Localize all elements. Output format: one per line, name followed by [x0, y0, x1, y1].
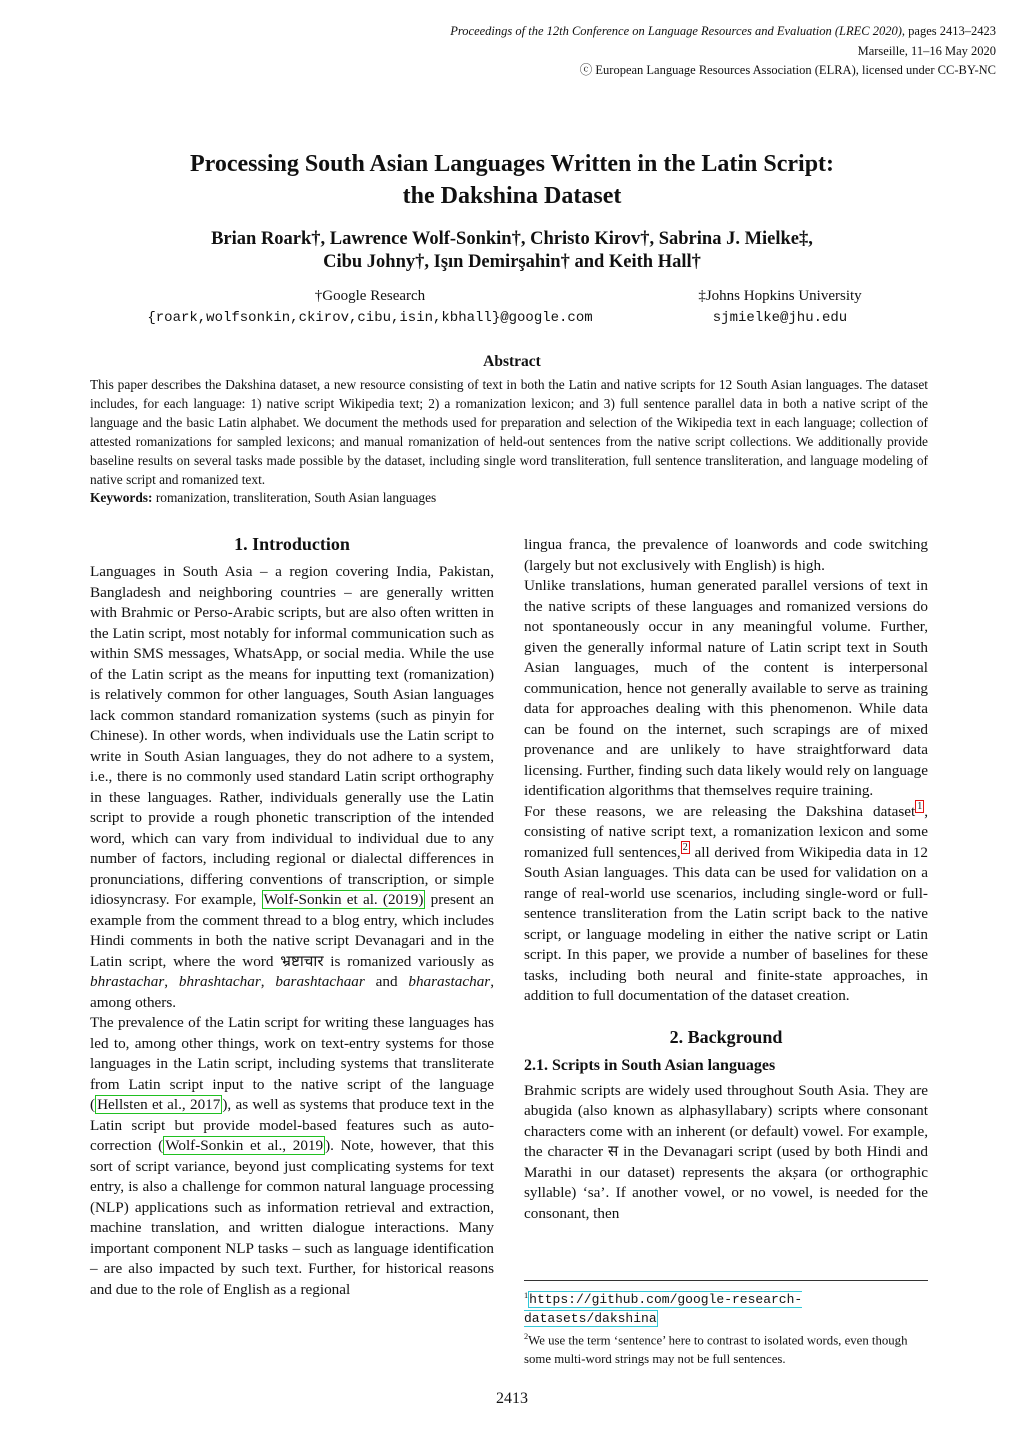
text-run: all derived from Wikipedia data in 12 South Asian languages. This data can be used for validation on a range of real-world use scenarios, including single-word or full-sentence transliteration from the Latin script back to the native script, or language modeling in either the native script or Latin script. In this paper, we provide a number of baselines for these tasks, including both neural and finite-state approaches, in addition to full documentation of the dataset creation. [524, 843, 928, 1004]
text-run: ara (or orthographic syllable) ‘sa’. If another vowel, or no vowel, is needed for the consonant, then [524, 1163, 928, 1222]
affiliation-jhu-name: ‡Johns Hopkins University [698, 288, 862, 304]
text-run: present an example from the comment thread to a blog entry, which includes Hindi comments in both the native script Devanagari and in the Latin script, where the word भ्रष्टाचार is romanized variously as [90, 891, 494, 970]
romanization-example: barashtachaar [275, 973, 365, 990]
text-run: Brahmic scripts are widely used throughout South Asia. They are abugida (also known as alphasyllabary) scripts where consonant characters come with an inherent (or default) vowel. For example, the character स in the Devanagari script (used by both Hindi and Marathi in our dataset) represents the ak [524, 1081, 928, 1181]
paragraph-brahmic [524, 1081, 928, 1225]
abstract-heading: Abstract [483, 353, 541, 370]
footnotes [524, 1280, 928, 1368]
keywords-list: romanization, transliteration, South Asian languages [152, 490, 437, 505]
keywords [90, 488, 928, 507]
header-line-2: Marseille, 11–16 May 2020 [857, 43, 996, 58]
authors-line-1: Brian Roark†, Lawrence Wolf-Sonkin†, Christo Kirov†, Sabrina J. Mielke‡, [211, 229, 813, 249]
text-run: ṣ [792, 1163, 799, 1181]
paper-title [0, 148, 1024, 212]
title-line-1: Processing South Asian Languages Written in the Latin Script: [189, 151, 835, 177]
paragraph-lingua-franca: lingua franca, the prevalence of loanwords and code switching (largely but not exclusively with English) is high. [524, 536, 928, 574]
romanization-example: bhrastachar [90, 973, 165, 990]
proceedings-header [450, 22, 996, 81]
text-run: , consisting of native script text, a romanization lexicon and some romanized full sentences, [524, 802, 928, 861]
section-heading-introduction: 1. Introduction [234, 534, 350, 554]
paragraph-release [524, 802, 928, 1007]
text-run: , [260, 973, 276, 990]
header-line-1 [450, 22, 996, 42]
left-column [90, 532, 494, 1300]
page-range: , pages 2413–2423 [901, 24, 996, 38]
affiliation-google [120, 285, 620, 329]
intro-paragraph-1 [90, 562, 494, 1013]
affiliation-jhu [660, 285, 900, 329]
text-run: ). Note, however, that this sort of script variance, beyond just complicating systems for text entry, is also a challenge for common natural language processing (NLP) applications such as information retrieval and extraction, machine translation, and written dialogue interactions. Many important component NLP tasks – such as language identification – are also impacted by such text. Further, for historical reasons and due to the role of English as a regional [90, 1137, 494, 1298]
abstract-text: This paper describes the Dakshina dataset, a new resource consisting of text in both the Latin and native scripts for 12 South Asian languages. The dataset includes, for each language: 1) native script Wikipedia text; 2) a romanization lexicon; and 3) full sentence parallel data in both a native script of the language and the basic Latin alphabet. We document the methods used for preparation and selection of the Wikipedia text in each language; collection of attested romanizations for sampled lexicons; and manual romanization of held-out sentences from the native script collections. We additionally provide baseline results on several tasks made possible by the dataset, including single word transliteration, full sentence transliteration, and language modeling of native script and romanized text. [90, 377, 928, 487]
affiliation-google-email: {roark,wolfsonkin,ckirov,cibu,isin,kbhall}@google.com [147, 310, 593, 326]
text-run: , [164, 973, 179, 990]
citation-link[interactable]: Wolf-Sonkin et al., 2019 [165, 1137, 324, 1154]
conference-name: Proceedings of the 12th Conference on Language Resources and Evaluation (LREC 2020) [450, 24, 902, 38]
section-heading-background: 2. Background [669, 1026, 783, 1047]
footnote-1 [524, 1287, 928, 1328]
subsection-heading-scripts: 2.1. Scripts in South Asian languages [524, 1056, 776, 1074]
footnote-link-1[interactable]: 1 [917, 801, 923, 813]
header-line-3: ⓒ European Language Resources Association (ELRA), licensed under CC-BY-NC [579, 63, 996, 77]
citation-link[interactable]: Hellsten et al., 2017 [97, 1096, 221, 1113]
author-list [0, 228, 1024, 274]
authors-line-2: Cibu Johny†, Işın Demirşahin† and Keith Hall† [323, 252, 701, 272]
text-run: The prevalence of the Latin script for writing these languages has led to, among other things, work on text-entry systems for those languages in the Latin script, including systems that transliterate from Latin script input to the native script of the language ( [90, 1014, 494, 1113]
romanization-example: bharastachar [408, 973, 491, 990]
intro-paragraph-2 [90, 1013, 494, 1300]
right-column [524, 535, 928, 1224]
footnote-text: We use the term ‘sentence’ here to contrast to isolated words, even though some multi-word strings may not be full sentences. [524, 1333, 908, 1366]
footnote-number: 2 [524, 1332, 529, 1342]
page-number: 2413 [496, 1390, 528, 1407]
footnote-2 [524, 1328, 928, 1367]
text-run: ), as well as systems that produce text in the Latin script but provide model-based features such as auto-correction ( [90, 1096, 494, 1154]
dataset-url-link[interactable]: https://github.com/google-research-datasets/dakshina [524, 1292, 803, 1327]
affiliation-google-name: †Google Research [314, 288, 426, 304]
romanization-example: bhrashtachar [178, 973, 261, 990]
text-run: and [364, 973, 409, 990]
citation-link[interactable]: Wolf-Sonkin et al. (2019) [263, 891, 424, 908]
text-run: , among others. [90, 973, 494, 1011]
footnote-number: 1 [524, 1291, 529, 1300]
paragraph-translations: Unlike translations, human generated parallel versions of text in the native scripts of these languages and romanized versions do not spontaneously occur in any meaningful volume. Further, given the generally informal nature of Latin script text in South Asian languages, much of the content is interpersonal communication, hence not generally available to serve as training data for approaches dealing with this phenomenon. While data can be found on the internet, such scrapings are of mixed provenance and are unlikely to have straightforward data licensing. Further, finding such data likely would rely on language identification algorithms that themselves require training. [524, 577, 928, 799]
title-line-2: the Dakshina Dataset [402, 183, 622, 209]
text-run: For these reasons, we are releasing the Dakshina dataset [524, 802, 916, 820]
keywords-label: Keywords: [90, 490, 153, 505]
text-run: Languages in South Asia – a region covering India, Pakistan, Bangladesh and neighboring countries – are generally written with Brahmic or Perso-Arabic scripts, but are also often written in the Latin script, most notably for informal communication such as within SMS messages, WhatsApp, or social media. While the use of the Latin script as the means for inputting text (romanization) is relatively common for other languages, South Asian languages lack common standard romanization systems (such as pinyin for Chinese). In other words, when individuals use the Latin script to write in South Asian languages, they do not adhere to a system, i.e., there is no commonly used standard Latin script orthography in these languages. Rather, individuals generally use the Latin script to provide a rough phonetic transcription of the intended word, which can vary from individual to individual due to any number of factors, including regional or dialectal differences in pronunciations, differing conventions of transcription, or simple idiosyncrasy. For example, [90, 563, 494, 908]
footnote-link-2[interactable]: 2 [682, 842, 688, 854]
affiliation-jhu-email: sjmielke@jhu.edu [712, 310, 848, 326]
